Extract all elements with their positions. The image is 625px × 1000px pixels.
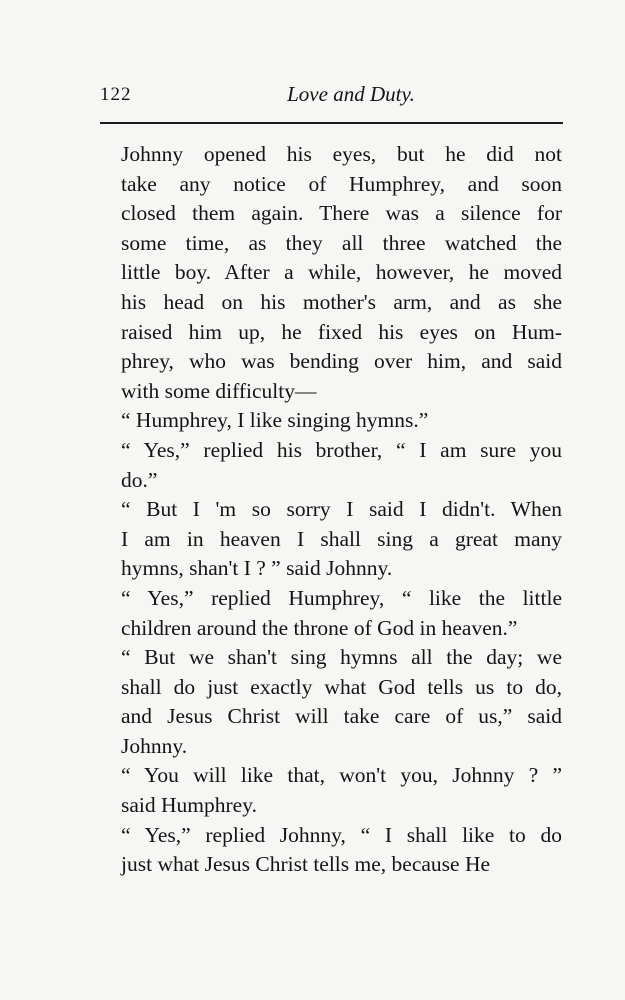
text-line: do.” xyxy=(121,467,158,492)
paragraph xyxy=(99,495,562,584)
text-line: and Jesus Christ will take care of us,” said xyxy=(121,704,562,729)
text-line: said Humphrey. xyxy=(121,793,257,818)
body-text xyxy=(99,140,562,880)
text-line: his head on his mother's arm, and as she xyxy=(121,289,562,314)
text-line: “ You will like that, won't you, Johnny ? ” xyxy=(121,763,562,788)
paragraph xyxy=(99,761,562,820)
text-line: “ Yes,” replied Humphrey, “ like the little xyxy=(121,585,562,610)
paragraph xyxy=(99,821,562,880)
text-line: raised him up, he fixed his eyes on Hum- xyxy=(121,319,562,344)
text-line: take any notice of Humphrey, and soon xyxy=(121,171,562,196)
text-line: I am in heaven I shall sing a great many xyxy=(121,526,562,551)
text-line: with some difficulty— xyxy=(121,378,317,403)
page-header xyxy=(100,80,562,110)
text-line: shall do just exactly what God tells us to do, xyxy=(121,674,562,699)
text-line: “ But I 'm so sorry I said I didn't. When xyxy=(121,497,562,522)
text-line: little boy. After a while, however, he moved xyxy=(121,260,562,285)
text-line: Johnny opened his eyes, but he did not xyxy=(121,142,562,166)
text-line: children around the throne of God in heaven.” xyxy=(121,615,518,640)
text-line: “ Humphrey, I like singing hymns.” xyxy=(121,408,429,433)
text-line: “ Yes,” replied Johnny, “ I shall like to do xyxy=(121,822,562,847)
text-line: just what Jesus Christ tells me, because He xyxy=(121,852,491,877)
paragraph xyxy=(99,140,562,406)
text-line: hymns, shan't I ? ” said Johnny. xyxy=(121,556,393,581)
text-line: closed them again. There was a silence for xyxy=(121,201,562,226)
text-line: phrey, who was bending over him, and said xyxy=(121,349,562,374)
running-title: Love and Duty. xyxy=(287,82,415,106)
text-line: “ Yes,” replied his brother, “ I am sure you xyxy=(121,437,562,462)
header-rule xyxy=(100,122,563,124)
page-number: 122 xyxy=(100,84,132,105)
paragraph xyxy=(99,584,562,643)
paragraph xyxy=(99,643,562,761)
paragraph xyxy=(99,436,562,495)
text-line: “ But we shan't sing hymns all the day; we xyxy=(121,645,562,670)
text-line: Johnny. xyxy=(121,733,188,758)
paragraph xyxy=(99,406,562,436)
text-line: some time, as they all three watched the xyxy=(121,230,562,255)
